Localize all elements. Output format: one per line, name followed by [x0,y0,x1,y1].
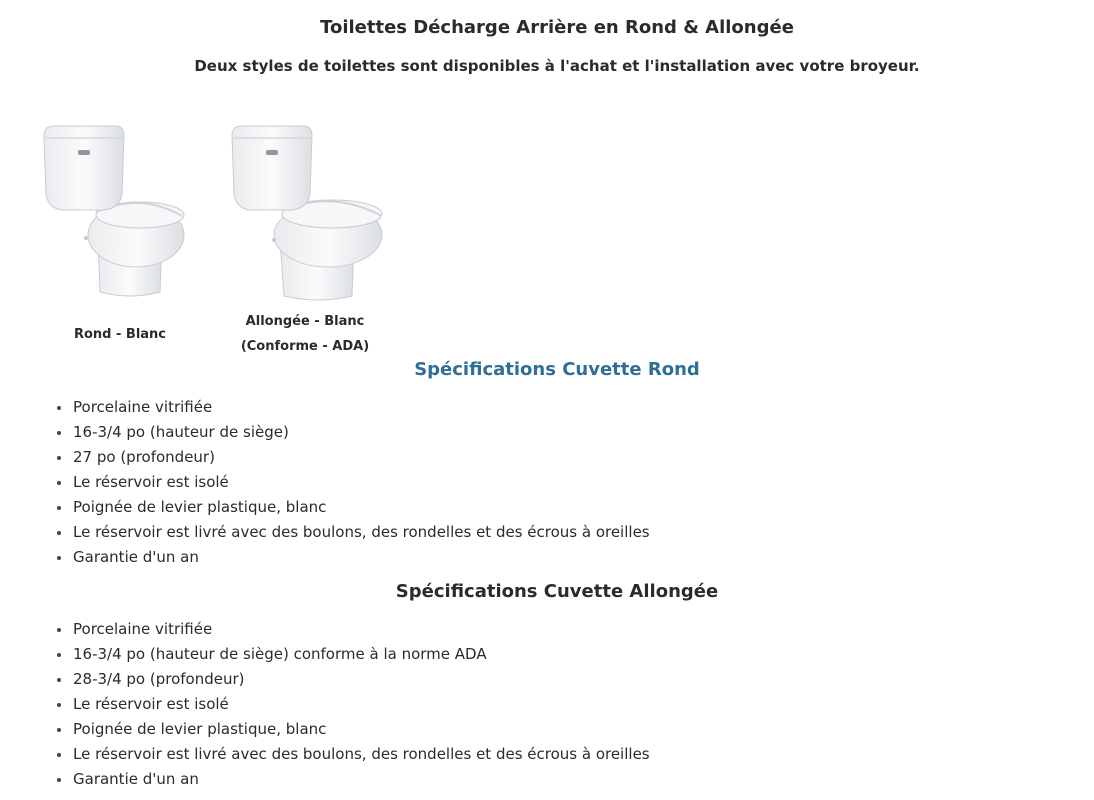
elongated-specs-title: Spécifications Cuvette Allongée [395,581,719,602]
list-item: Le réservoir est livré avec des boulons, des rondelles et des écrous à oreilles [52,520,650,545]
elongated-toilet-image[interactable] [228,120,388,305]
toilet-icon [40,120,190,305]
page-subtitle: Deux styles de toilettes sont disponibles à l'achat et l'installation avec votre broyeur. [194,57,920,75]
round-specs-title: Spécifications Cuvette Rond [414,359,700,380]
list-item: 16-3/4 po (hauteur de siège) conforme à la norme ADA [52,642,650,667]
list-item: 27 po (profondeur) [52,445,650,470]
product-label-elongated: Allongée - Blanc (Conforme - ADA) [240,314,370,354]
list-item: Porcelaine vitrifiée [52,395,650,420]
list-item: 28-3/4 po (profondeur) [52,667,650,692]
list-item: Poignée de levier plastique, blanc [52,495,650,520]
page-title: Toilettes Décharge Arrière en Rond & Allongée [320,17,794,38]
list-item: Le réservoir est isolé [52,692,650,717]
list-item: Garantie d'un an [52,767,650,792]
list-item: Poignée de levier plastique, blanc [52,717,650,742]
round-specs-list [52,395,650,570]
list-item: Le réservoir est isolé [52,470,650,495]
list-item: Garantie d'un an [52,545,650,570]
product-label-round: Rond - Blanc [73,327,167,342]
list-item: Le réservoir est livré avec des boulons, des rondelles et des écrous à oreilles [52,742,650,767]
list-item: 16-3/4 po (hauteur de siège) [52,420,650,445]
round-toilet-image[interactable] [40,120,200,305]
elongated-specs-list [52,617,650,792]
toilet-icon [228,120,388,305]
list-item: Porcelaine vitrifiée [52,617,650,642]
